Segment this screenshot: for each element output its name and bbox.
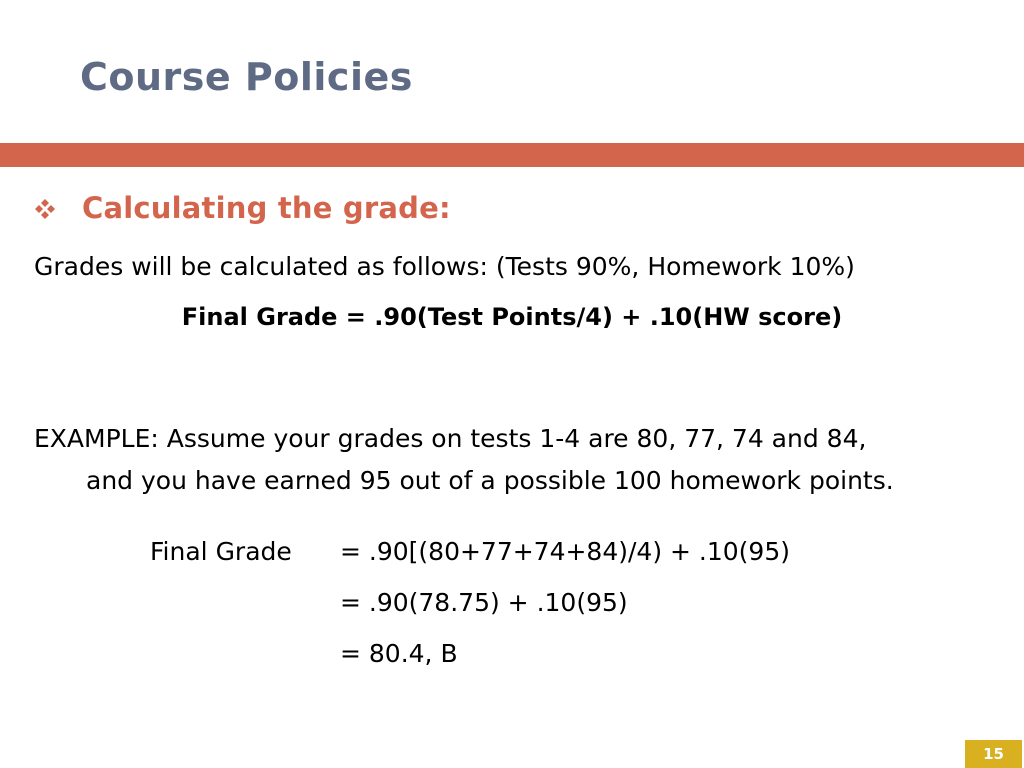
diamond-top — [41, 199, 49, 207]
grading-intro-text: Grades will be calculated as follows: (Tests 90%, Homework 10%) — [34, 252, 855, 281]
section-heading: Calculating the grade: — [82, 191, 451, 225]
slide-title: Course Policies — [80, 55, 413, 99]
calculation-label: Final Grade — [150, 537, 292, 566]
final-grade-formula: Final Grade = .90(Test Points/4) + .10(HW score) — [181, 303, 843, 331]
diamond-left — [35, 205, 43, 213]
page-number-badge: 15 — [965, 740, 1022, 768]
four-diamond-bullet-icon — [34, 198, 56, 220]
example-text-line-1: EXAMPLE: Assume your grades on tests 1-4 are 80, 77, 74 and 84, — [34, 424, 867, 453]
calculation-step-1: = .90[(80+77+74+84)/4) + .10(95) — [340, 537, 790, 566]
diamond-right — [47, 205, 55, 213]
example-text-line-2: and you have earned 95 out of a possible 100 homework points. — [86, 466, 894, 495]
calculation-step-3: = 80.4, B — [340, 639, 458, 668]
diamond-bottom — [41, 211, 49, 219]
title-divider-bar — [0, 143, 1024, 167]
section-heading-row — [34, 191, 451, 225]
calculation-step-2: = .90(78.75) + .10(95) — [340, 588, 628, 617]
